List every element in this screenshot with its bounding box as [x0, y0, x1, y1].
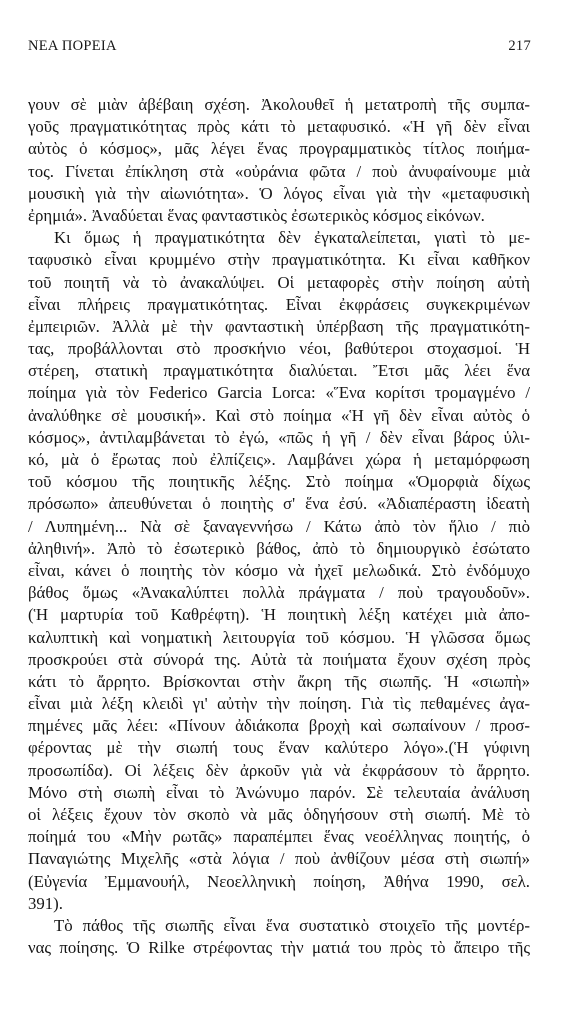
- text-line: προσωπίδα). Οἱ λέξεις δὲν ἀρκοῦν γιὰ νὰ ἐκφράσουν τὸ ἄρρητο.: [28, 760, 530, 780]
- text-line: καλυπτικὴ καὶ νοηματικὴ λειτουργία τοῦ κόσμου. Ἡ γλῶσσα ὅμως: [28, 627, 530, 647]
- text-line: ἀληθινή». Ἀπὸ τὸ ἐσωτερικὸ βάθος, ἀπὸ τὸ δημιουργικὸ ἐσώτατο: [28, 538, 530, 558]
- journal-title: ΝΕΑ ΠΟΡΕΙΑ: [28, 38, 117, 54]
- text-line: ἐμπειριῶν. Ἀλλὰ μὲ τὴν φανταστικὴ ὑπέρβαση τῆς πραγματικότη-: [28, 316, 530, 336]
- text-line: (Ἡ μαρτυρία τοῦ Καθρέφτη). Ἡ ποιητικὴ λέξη κατέχει μιὰ ἀπο-: [28, 605, 530, 625]
- text-line: εἶναι μιὰ λέξη κλειδὶ γι' αὐτὴν τὴν ποίηση. Γιὰ τὶς πεθαμένες ἀγα-: [28, 694, 530, 714]
- text-line: γουν σὲ μιὰν ἀβέβαιη σχέση. Ἀκολουθεῖ ἡ μετατροπὴ τῆς συμπα-: [28, 95, 530, 114]
- text-line: (Εὐγενία Ἐμμανουήλ, Νεοελληνικὴ ποίηση, Ἀθήνα 1990, σελ.: [28, 871, 530, 891]
- text-line: φέροντας μὲ τὴν σιωπή τους ἕναν καλύτερο λόγο».(Ἡ γύφινη: [28, 738, 530, 758]
- text-line: τοῦ κόσμου τῆς ποιητικῆς λέξης. Στὸ ποίημα «Ὁμορφιὰ δίχως: [28, 472, 530, 492]
- text-line: οἱ λέξεις ἔχουν τὸν σκοπὸ νὰ μᾶς ὁδηγήσουν στὴ σιωπή. Μὲ τὸ: [28, 805, 530, 824]
- text-line: Παναγιώτης Μιχελῆς «στὰ λόγια / ποὺ ἀνθίζουν μέσα στὴ σιωπή»: [28, 849, 530, 869]
- text-line: Τὸ πάθος τῆς σιωπῆς εἶναι ἕνα συστατικὸ στοιχεῖο τῆς μοντέρ-: [54, 915, 530, 935]
- text-line: / Λυπημένη... Νὰ σὲ ξαναγεννήσω / Κάτω ἀπὸ τὸν ἥλιο / πιὸ: [28, 516, 530, 536]
- text-line: αὐτὸς ὁ κόσμος», μᾶς λέγει ἕνας προγραμματικὸς τίτλος ποιήμα-: [28, 139, 530, 159]
- text-line: στέρεη, στατικὴ πραγματικότητα διαλύεται. Ἔτσι μᾶς λέει ἕνα: [28, 361, 530, 381]
- text-line: ταφυσικὸ εἶναι κρυμμένο στὴν πραγματικότητα. Κι εἶναι καθῆκον: [28, 250, 530, 270]
- running-head: [28, 38, 531, 58]
- text-line: 391).: [28, 893, 63, 913]
- page-number: 217: [508, 38, 531, 54]
- body-text: [28, 94, 530, 959]
- text-line: νας ποίησης. Ὁ Rilke στρέφοντας τὴν ματιά του πρὸς τὸ ἄπειρο τῆς: [28, 938, 530, 958]
- text-line: ἀναλύθηκε σὲ μουσική». Καὶ στὸ ποίημα «Ἡ γῆ δὲν εἶναι αὐτὸς ὁ: [28, 405, 530, 425]
- text-line: βάθος ὅμως «Ἀνακαλύπτει πολλὰ πράγματα / ποὺ τραγουδοῦν».: [28, 583, 530, 603]
- text-line: κόσμος», ἀντιλαμβάνεται τὸ ἐγώ, «πῶς ἡ γῆ / δὲν εἶναι βάρος ὑλι-: [28, 427, 530, 447]
- text-line: τοῦ ποιητῆ νὰ τὸ ἀνακαλύψει. Οἱ μεταφορὲς στὴν ποίηση αὐτὴ: [28, 272, 530, 292]
- text-line: πρόσωπο» ἀπευθύνεται ὁ ποιητὴς σ' ἕνα ἐσύ. «Ἀδιαπέραστη ἰδεατὴ: [28, 494, 530, 514]
- text-line: πημένες μᾶς λέει: «Πίνουν ἀδιάκοπα βροχὴ καὶ σωπαίνουν / προσ-: [28, 716, 530, 736]
- text-line: τας, προβάλλονται στὸ προσκήνιο νέοι, βαθύτεροι στοχασμοί. Ἡ: [28, 339, 530, 359]
- text-line: μουσικὴ γιὰ τὴν αἰωνιότητα». Ὁ λόγος εἶναι γιὰ τὴν «μεταφυσικὴ: [28, 183, 530, 203]
- text-line: Κι ὅμως ἡ πραγματικότητα δὲν ἐγκαταλείπεται, γιατὶ τὸ με-: [54, 228, 530, 248]
- text-line: τος. Γίνεται ἐπίκληση στὰ «οὐράνια φῶτα / ποὺ ἀνυφαίνουμε μιὰ: [28, 161, 530, 181]
- text-line: ποίημα γιὰ τὸν Federico Garcia Lorca: «Ἕνα κορίτσι τρομαγμένο /: [28, 383, 530, 403]
- text-line: γοῦς πραγματικότητας πρὸς κάτι τὸ μεταφυσικό. «Ἡ γῆ δὲν εἶναι: [28, 117, 530, 137]
- text-line: Μόνο στὴ σιωπὴ εἶναι τὸ Ἀνώνυμο παρόν. Σὲ τελευταία ἀνάλυση: [28, 782, 530, 802]
- text-line: κό, μὰ ὁ ἔρωτας ποὺ ἐλπίζεις». Λαμβάνει χώρα ἡ μεταμόρφωση: [28, 450, 530, 469]
- text-line: ἐρημιά». Ἀναδύεται ἕνας φανταστικὸς ἐσωτερικὸς κόσμος εἰκόνων.: [28, 205, 485, 225]
- text-line: εἶναι πλήρεις πραγματικότητας. Εἶναι ἐκφράσεις συγκεκριμένων: [28, 294, 530, 314]
- text-line: ποίημά του «Μὴν ρωτᾶς» παραπέμπει ἕνας νεοέλληνας ποιητής, ὁ: [28, 827, 530, 847]
- text-line: εἶναι, κάνει ὁ ποιητὴς τὸν κόσμο νὰ ἠχεῖ μελωδικά. Στὸ ἐνδόμυχο: [28, 560, 530, 580]
- text-line: κάτι τὸ ἄρρητο. Βρίσκονται στὴν ἄκρη τῆς σιωπῆς. Ἡ «σιωπὴ»: [28, 671, 530, 691]
- text-line: προσκρούει στὰ σύνορά της. Αὐτὰ τὰ ποιήματα ἔχουν σχέση πρὸς: [28, 649, 530, 669]
